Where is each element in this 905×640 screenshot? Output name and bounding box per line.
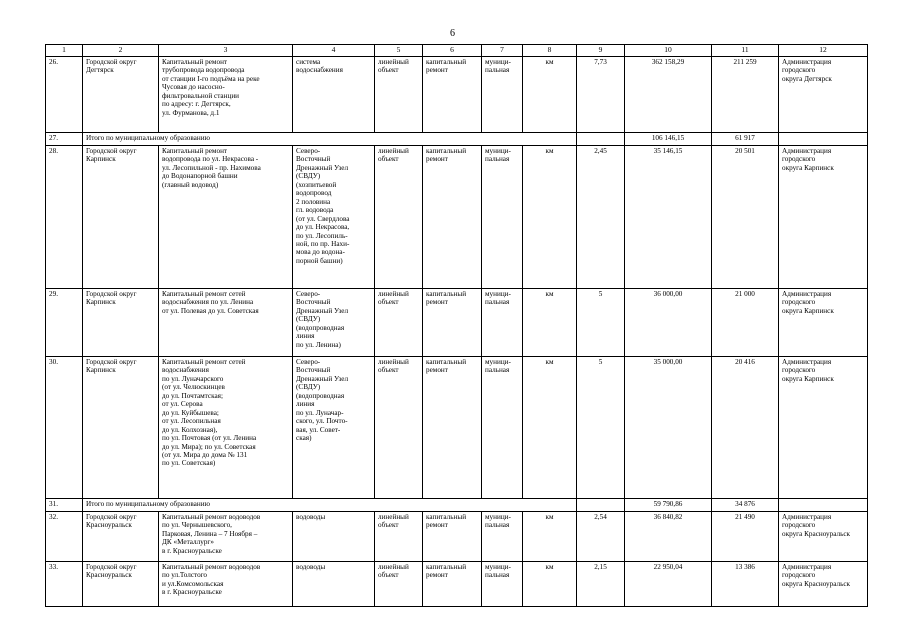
row-number: 32. [46,512,83,562]
row-number: 26. [46,57,83,133]
budget-cell: 211 259 [712,57,779,133]
object-type-cell: линейный объект [375,57,423,133]
quantity-cell: 2,45 [577,146,625,289]
cost-cell: 35 000,00 [625,357,712,499]
ownership-cell: муници- пальная [482,357,523,499]
object-type-cell: линейный объект [375,512,423,562]
object-cell: Северо- Восточный Дренажный Узел (СВДУ) (водопроводная линия по ул. Ленина) [293,289,375,357]
work-kind-cell: капитальный ремонт [423,146,482,289]
unit-cell: км [523,146,577,289]
cost-cell: 35 146,15 [625,146,712,289]
work-kind-cell: капитальный ремонт [423,57,482,133]
cost-cell: 22 950,04 [625,562,712,607]
table-row [46,146,868,289]
work-kind-cell: капитальный ремонт [423,562,482,607]
municipality-cell: Городской округ Красноуральск [83,562,159,607]
row-number: 28. [46,146,83,289]
municipality-cell: Городской округ Карпинск [83,357,159,499]
cost-cell: 362 158,29 [625,57,712,133]
administration-cell: Администрация городского округа Карпинск [779,146,868,289]
ownership-cell: муници- пальная [482,562,523,607]
work-kind-cell: капитальный ремонт [423,512,482,562]
municipality-cell: Городской округ Карпинск [83,289,159,357]
budget-cell: 20 501 [712,146,779,289]
unit-cell: км [523,512,577,562]
ownership-cell: муници- пальная [482,289,523,357]
object-type-cell: линейный объект [375,357,423,499]
page-number: 6 [450,28,455,39]
table-row [46,357,868,499]
work-description-cell: Капитальный ремонт водоводов по ул.Толстого и ул.Комсомольская в г. Красноуральске [159,562,293,607]
row-number: 31. [46,499,83,512]
column-header-12: 12 [779,45,868,57]
object-cell: Северо- Восточный Дренажный Узел (СВДУ) (хозпитьевой водопровод 2 половина гл. водовода (от ул. Свердлова до ул. Некрасова, по ул. Лесопиль- ной, по пр. Нахи- мова до водона- порной башни) [293,146,375,289]
administration-cell: Администрация городского округа Карпинск [779,357,868,499]
unit-cell: км [523,357,577,499]
unit-cell: км [523,289,577,357]
ownership-cell: муници- пальная [482,57,523,133]
budget-cell: 21 000 [712,289,779,357]
column-header-8: 8 [523,45,577,57]
empty-cell [779,133,868,146]
ownership-cell: муници- пальная [482,512,523,562]
object-type-cell: линейный объект [375,289,423,357]
row-number: 30. [46,357,83,499]
work-kind-cell: капитальный ремонт [423,357,482,499]
ownership-cell: муници- пальная [482,146,523,289]
empty-cell [779,499,868,512]
row-number: 27. [46,133,83,146]
cost-cell: 36 840,82 [625,512,712,562]
administration-cell: Администрация городского округа Красноуральск [779,562,868,607]
column-header-9: 9 [577,45,625,57]
administration-cell: Администрация городского округа Карпинск [779,289,868,357]
budget-cell: 34 876 [712,499,779,512]
administration-cell: Администрация городского округа Красноуральск [779,512,868,562]
cost-cell: 36 000,00 [625,289,712,357]
municipality-cell: Городской округ Карпинск [83,146,159,289]
work-description-cell: Капитальный ремонт трубопровода водопровода от станции I-го подъёма на реке Чусовая до насосно- фильтровальной станции по адресу: г. Дегтярск, ул. Фурманова, д.1 [159,57,293,133]
column-header-6: 6 [423,45,482,57]
column-header-1: 1 [46,45,83,57]
object-cell: водоводы [293,562,375,607]
header-row [46,45,868,57]
quantity-cell: 5 [577,357,625,499]
column-header-2: 2 [83,45,159,57]
row-number: 29. [46,289,83,357]
work-description-cell: Капитальный ремонт водоводов по ул. Чернышевского, Парковая, Ленина – 7 Ноября – ДК «Металлург» в г. Красноуральске [159,512,293,562]
total-label: Итого по муниципальному образованию [83,499,577,512]
object-cell: водоводы [293,512,375,562]
unit-cell: км [523,562,577,607]
work-description-cell: Капитальный ремонт сетей водоснабжения по ул. Ленина от ул. Полевая до ул. Советская [159,289,293,357]
empty-cell [577,499,625,512]
column-header-5: 5 [375,45,423,57]
column-header-11: 11 [712,45,779,57]
budget-cell: 13 386 [712,562,779,607]
work-description-cell: Капитальный ремонт водопровода по ул. Некрасова - ул. Лесопильной - пр. Нахимова до Водонапорной башни (главный водовод) [159,146,293,289]
cost-cell: 106 146,15 [625,133,712,146]
object-type-cell: линейный объект [375,562,423,607]
object-cell: Северо- Восточный Дренажный Узел (СВДУ) (водопроводная линия по ул. Луначар- ского, ул. Почто- вая, ул. Совет- ская) [293,357,375,499]
register-table [45,44,868,607]
budget-cell: 61 917 [712,133,779,146]
municipality-cell: Городской округ Дегтярск [83,57,159,133]
quantity-cell: 2,15 [577,562,625,607]
row-number: 33. [46,562,83,607]
work-kind-cell: капитальный ремонт [423,289,482,357]
budget-cell: 20 416 [712,357,779,499]
municipality-cell: Городской округ Красноуральск [83,512,159,562]
total-row [46,499,868,512]
table-row [46,512,868,562]
cost-cell: 59 790,86 [625,499,712,512]
total-label: Итого по муниципальному образованию [83,133,577,146]
total-row [46,133,868,146]
column-header-3: 3 [159,45,293,57]
quantity-cell: 2,54 [577,512,625,562]
empty-cell [577,133,625,146]
object-cell: система водоснабжения [293,57,375,133]
column-header-10: 10 [625,45,712,57]
administration-cell: Администрация городского округа Дегтярск [779,57,868,133]
table-row [46,289,868,357]
work-description-cell: Капитальный ремонт сетей водоснабжения по ул. Луначарского (от ул. Челюскинцев до ул. Почтамтская; от ул. Серова до ул. Куйбышева; от ул. Лесопильная до ул. Колхозная), по ул. Почтовая (от ул. Ленина до ул. Мира); по ул. Советская (от ул. Мира до дома № 131 по ул. Советская) [159,357,293,499]
object-type-cell: линейный объект [375,146,423,289]
table-row [46,562,868,607]
column-header-7: 7 [482,45,523,57]
quantity-cell: 5 [577,289,625,357]
unit-cell: км [523,57,577,133]
budget-cell: 21 490 [712,512,779,562]
table-row [46,57,868,133]
column-header-4: 4 [293,45,375,57]
quantity-cell: 7,73 [577,57,625,133]
